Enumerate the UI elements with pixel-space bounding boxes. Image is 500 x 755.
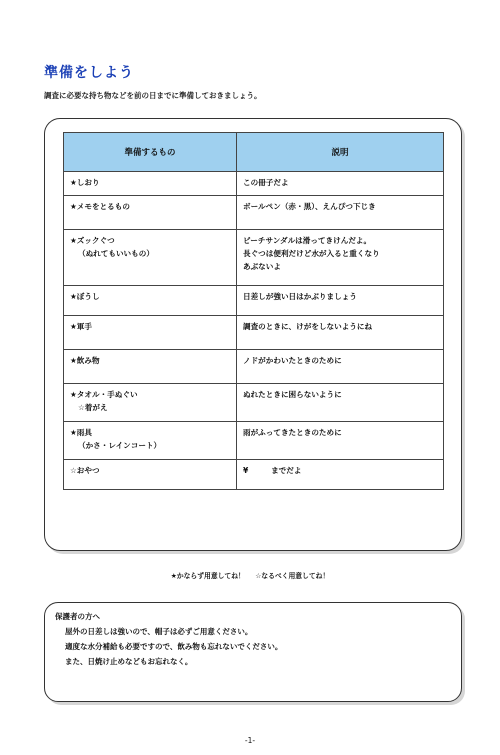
item-cell bbox=[64, 384, 237, 422]
item-label: ★ぼうし bbox=[70, 292, 100, 301]
parents-notice bbox=[44, 602, 462, 702]
item-cell bbox=[64, 286, 237, 316]
item-cell bbox=[64, 350, 237, 384]
description-line: ビーチサンダルは滑ってきけんだよ。 bbox=[243, 236, 372, 245]
table-row bbox=[64, 422, 444, 460]
table-row bbox=[64, 172, 444, 196]
description-cell bbox=[237, 196, 444, 230]
description-cell bbox=[237, 384, 444, 422]
item-label: ★雨具 bbox=[70, 428, 92, 437]
notice-line: 屋外の日差しは強いので、帽子は必ずご用意ください。 bbox=[65, 627, 253, 636]
header-item: 準備するもの bbox=[64, 133, 237, 172]
description-line: 調査のときに、けがをしないようにね bbox=[243, 322, 373, 331]
description-cell bbox=[237, 286, 444, 316]
item-cell bbox=[64, 316, 237, 350]
description-line: ¥ までだよ bbox=[243, 466, 302, 475]
description-cell bbox=[237, 350, 444, 384]
item-note: （ぬれてもいいもの） bbox=[78, 249, 154, 258]
item-label: ★しおり bbox=[70, 178, 100, 187]
page-title: 準備をしよう bbox=[44, 65, 134, 81]
description-line: この冊子だよ bbox=[243, 178, 289, 187]
item-label: ★ズックぐつ bbox=[70, 236, 115, 245]
item-cell bbox=[64, 196, 237, 230]
description-line: ボールペン（赤・黒）、えんぴつ下じき bbox=[243, 202, 376, 211]
description-line: ぬれたときに困らないように bbox=[243, 390, 342, 399]
table-row bbox=[64, 196, 444, 230]
item-label: ★軍手 bbox=[70, 322, 92, 331]
description-cell bbox=[237, 172, 444, 196]
description-cell bbox=[237, 422, 444, 460]
item-cell bbox=[64, 460, 237, 490]
table-row bbox=[64, 316, 444, 350]
item-label: ★飲み物 bbox=[70, 356, 100, 365]
table-header-row bbox=[64, 133, 444, 172]
description-line: 長ぐつは便利だけど水が入ると重くなり bbox=[243, 249, 380, 258]
item-note: ☆着がえ bbox=[78, 403, 108, 412]
notice-line: 適度な水分補給も必要ですので、飲み物も忘れないでください。 bbox=[65, 642, 283, 651]
item-cell bbox=[64, 230, 237, 286]
description-cell bbox=[237, 316, 444, 350]
items-table bbox=[63, 132, 444, 490]
description-cell bbox=[237, 230, 444, 286]
item-label: ☆おやつ bbox=[70, 466, 100, 475]
item-cell bbox=[64, 172, 237, 196]
table-row bbox=[64, 230, 444, 286]
item-label: ★タオル・手ぬぐい bbox=[70, 390, 138, 399]
description-line: あぶないよ bbox=[243, 262, 281, 271]
header-description: 説明 bbox=[237, 133, 444, 172]
description-line: 雨がふってきたときのために bbox=[243, 428, 342, 437]
notice-line: また、日焼け止めなどもお忘れなく。 bbox=[65, 657, 193, 666]
table-row bbox=[64, 350, 444, 384]
description-cell bbox=[237, 460, 444, 490]
item-note: （かさ・レインコート） bbox=[78, 441, 162, 450]
description-line: ノドがかわいたときのために bbox=[243, 356, 342, 365]
description-line: 日差しが強い日はかぶりましょう bbox=[243, 292, 357, 301]
intro-text: 調査に必要な持ち物などを前の日までに準備しておきましょう。 bbox=[44, 91, 262, 100]
table-row bbox=[64, 460, 444, 490]
legend bbox=[0, 570, 500, 580]
item-label: ★メモをとるもの bbox=[70, 202, 130, 211]
notice-heading: 保護者の方へ bbox=[55, 612, 100, 621]
table-row bbox=[64, 384, 444, 422]
legend-required: ★かならず用意してね！ bbox=[170, 572, 245, 580]
item-cell bbox=[64, 422, 237, 460]
page-number: -1- bbox=[244, 736, 256, 745]
legend-optional: ☆なるべく用意してね！ bbox=[255, 572, 330, 580]
table-row bbox=[64, 286, 444, 316]
